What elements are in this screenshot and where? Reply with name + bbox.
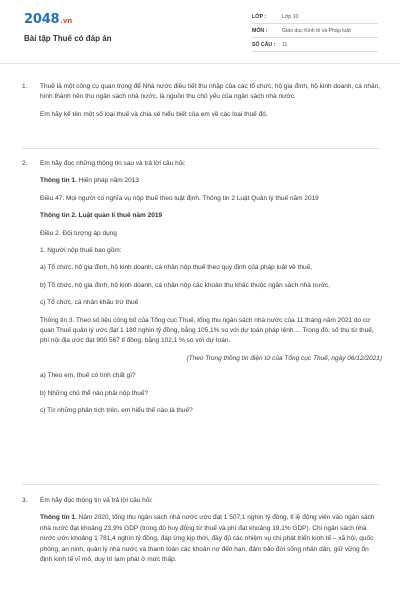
question-number: 3. (22, 497, 28, 504)
article-2: Điều 2. Đối tượng áp dụng (40, 229, 117, 237)
page-header (0, 0, 400, 64)
question-body (40, 82, 382, 120)
meta-key: MÔN : (252, 27, 268, 34)
info-1 (40, 513, 382, 565)
logo-suffix: .vn (60, 17, 72, 25)
site-logo[interactable] (24, 12, 72, 27)
info-1-text: Hiến pháp năm 2013 (78, 177, 139, 185)
meta-value: Lớp 10 (282, 13, 299, 20)
taxpayer-item-b: b) Tổ chức, hộ gia đình, hộ kinh doanh, cá nhân nộp các khoản thu khác thuộc ngân sách nhà nước, (40, 281, 331, 289)
meta-value: Giáo dục Kinh tế và Pháp luật (282, 27, 351, 34)
question-prompt: Em hãy kể tên một số loại thuế và chia sẻ hiểu biết của em về các loại thuế đó. (40, 110, 268, 118)
question-text: Thuế là một công cụ quan trọng để Nhà nước điều tiết thu nhập của các tổ chức, hộ gia đình, hộ kinh doanh, cá nhân, hình thành nên thu ngân sách nhà nước, là nguồn thu chủ yếu của ngân sách nhà nước. (40, 83, 380, 101)
question-divider (22, 484, 380, 485)
document-title: Bài tập Thuế có đáp án (24, 34, 112, 43)
info-1-label: Thông tin 1. (40, 514, 77, 522)
question-1 (22, 82, 382, 127)
info-3-text: Thông tin 3. Theo số liệu công bố của Tổng cục Thuế, tổng thu ngân sách nhà nước của 11 tháng năm 2021 do cơ quan Thuế quản lý ước đạt 1 180 nghìn tỷ đồng, bằng 105,1% so với dự toán pháp lệnh.... Trong đó, số thu từ thuế, phí nội địa ước đạt 900 567 tỉ đồng, bằng 102,1 % so với dự toán. (40, 316, 374, 345)
meta-row-class (252, 10, 378, 24)
taxpayer-item-c: c) Tổ chức, cá nhân khấu trừ thuế (40, 299, 139, 307)
question-intro: Em hãy đọc thông tin và trả lời câu hỏi: (40, 497, 153, 504)
info-1-label: Thông tin 1. (40, 177, 77, 185)
source-citation: (Theo Trung thông tin điện tử của Tổng cục Thuế, ngày 06/12/2021) (186, 354, 382, 362)
info-2-heading: Thông tin 2. Luật quản lí thuế năm 2019 (40, 212, 163, 220)
question-body (40, 496, 382, 565)
question-divider (22, 148, 380, 149)
sub-question-b: b) Những chủ thể nào phải nộp thuế? (40, 389, 149, 397)
meta-key: SỐ CÂU : (252, 41, 276, 48)
question-3 (22, 496, 382, 572)
question-2 (22, 159, 382, 424)
question-number: 1. (22, 83, 28, 90)
article-47: Điều 47. Mọi người có nghĩa vụ nộp thuế theo luật định. Thông tin 2 Luật Quản lý thuế năm 2019 (40, 194, 319, 202)
meta-value: 11 (282, 41, 288, 48)
meta-row-subject (252, 24, 378, 38)
question-intro: Em hãy đọc những thông tin sau và trả lời câu hỏi: (40, 160, 186, 167)
info-1-text: Năm 2020, tổng thu ngân sách nhà nước ước đạt 1 507,1 nghìn tỷ đồng, tỉ lệ động viên vào ngân sách nhà nước đạt khoảng 23,9% GDP (trong đó huy động từ thuế và phí đạt khoảng 19,1% GDP). Chi ngân sách nhà nước ước khoảng 1 781,4 nghìn tỷ đồng, đáp ứng kịp thời, đầy đủ các nhiệm vụ chi phát triển kinh tế – xã hội, quốc phòng, an ninh, quản lý nhà nước và thanh toán các khoản nợ đến hạn, đảm bảo đời sống nhân dân, giữ vững ổn định kinh tế vĩ mô, duy trì lạm phát ở mức thấp. (40, 514, 375, 564)
sub-question-a: a) Theo em, thuế có tính chất gì? (40, 372, 136, 380)
info-1 (40, 176, 382, 186)
question-number: 2. (22, 160, 28, 167)
sub-question-c: c) Từ những phân tích trên, em hiểu thế nào là thuế? (40, 407, 193, 415)
meta-key: LỚP : (252, 13, 267, 20)
meta-table (252, 10, 378, 52)
logo-text: 2048 (24, 12, 60, 27)
taxpayer-item-a: a) Tổ chức, hộ gia đình, hộ kinh doanh, cá nhân nộp thuế theo quy định của pháp luật về thuế, (40, 264, 313, 272)
question-body (40, 159, 382, 417)
taxpayer-list-intro: 1. Người nộp thuế bao gồm: (40, 247, 122, 255)
meta-row-count (252, 38, 378, 52)
